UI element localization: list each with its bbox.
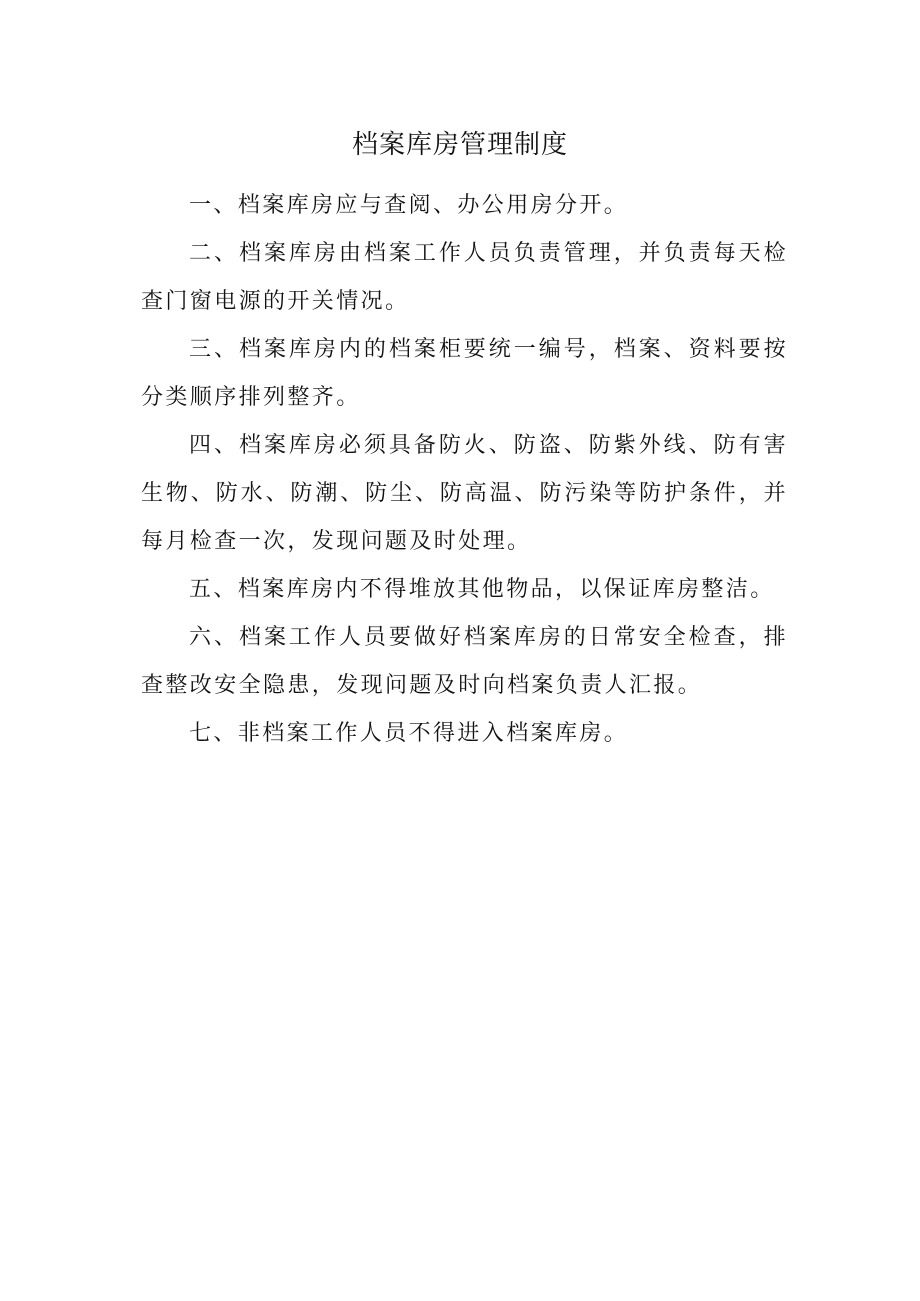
paragraph-1: 一、档案库房应与查阅、办公用房分开。 <box>189 193 629 218</box>
paragraph-5: 五、档案库房内不得堆放其他物品，以保证库房整洁。 <box>189 577 775 602</box>
paragraph-2: 二、档案库房由档案工作人员负责管理，并负责每天检查门窗电源的开关情况。 <box>141 241 788 314</box>
paragraph-4: 四、档案库房必须具备防火、防盗、防紫外线、防有害生物、防水、防潮、防尘、防高温、防污染等防护条件，并每月检查一次，发现问题及时处理。 <box>141 433 788 554</box>
paragraph-6: 六、档案工作人员要做好档案库房的日常安全检查，排查整改安全隐患，发现问题及时向档案负责人汇报。 <box>141 625 788 698</box>
document-title: 档案库房管理制度 <box>351 130 568 160</box>
paragraph-3: 三、档案库房内的档案柜要统一编号，档案、资料要按分类顺序排列整齐。 <box>141 337 788 410</box>
paragraph-7: 七、非档案工作人员不得进入档案库房。 <box>189 721 629 746</box>
document-body <box>141 182 788 758</box>
